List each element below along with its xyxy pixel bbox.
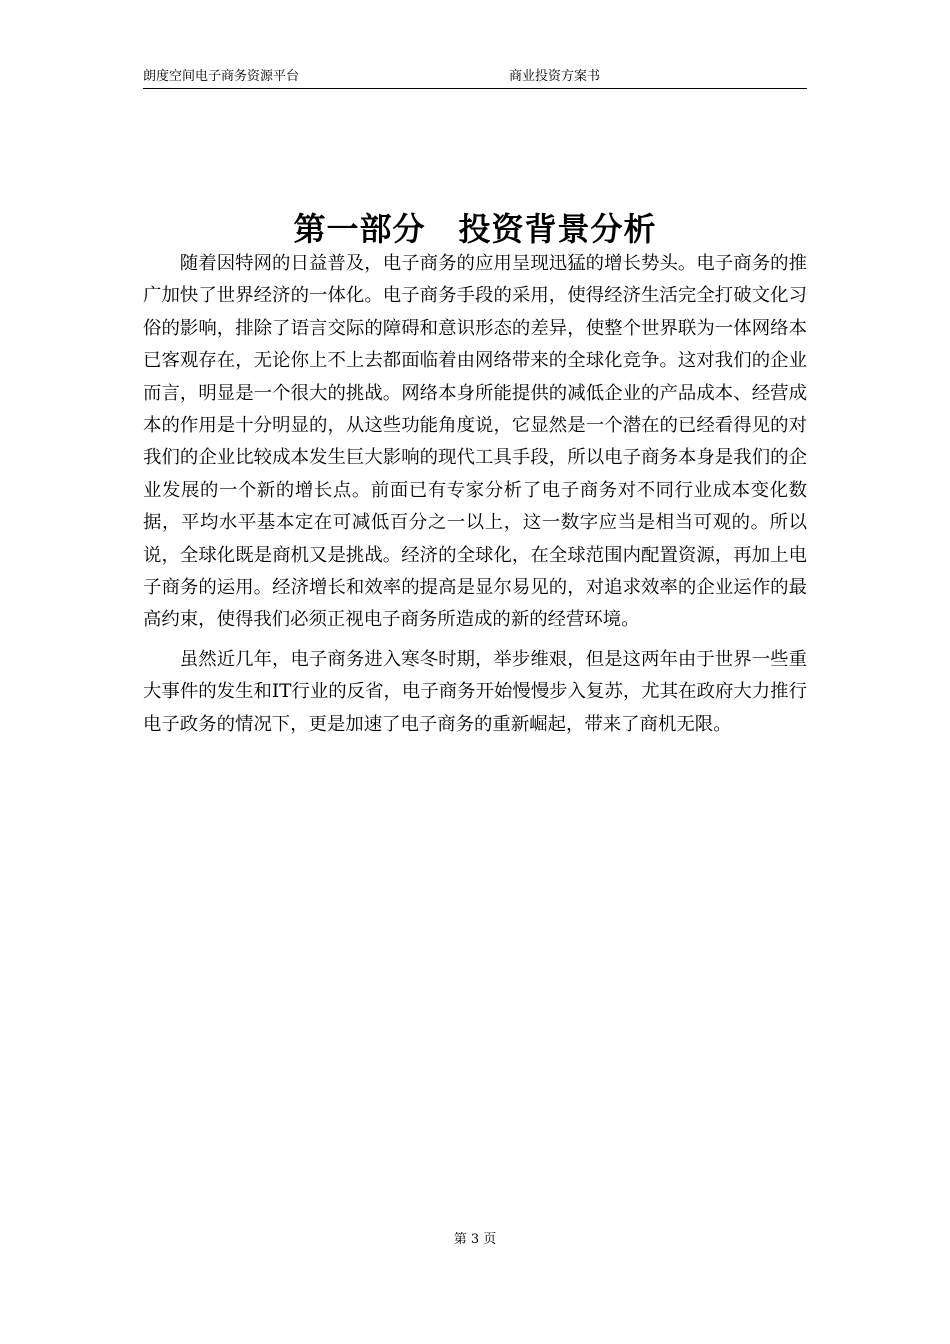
- paragraph-1: 随着因特网的日益普及，电子商务的应用呈现迅猛的增长势头。电子商务的推广加快了世界经济的一体化。电子商务手段的采用，使得经济生活完全打破文化习俗的影响，排除了语言交际的障碍和意识形态的差异，使整个世界联为一体网络本已客观存在，无论你上不上去都面临着由网络带来的全球化竞争。这对我们的企业而言，明显是一个很大的挑战。网络本身所能提供的减低企业的产品成本、经营成本的作用是十分明显的，从这些功能角度说，它显然是一个潜在的已经看得见的对我们的企业比较成本发生巨大影响的现代工具手段，所以电子商务本身是我们的企业发展的一个新的增长点。前面已有专家分析了电子商务对不同行业成本变化数据，平均水平基本定在可减低百分之一以上，这一数字应当是相当可观的。所以说，全球化既是商机又是挑战。经济的全球化，在全球范围内配置资源，再加上电子商务的运用。经济增长和效率的提高是显尔易见的，对追求效率的企业运作的最高约束，使得我们必须正视电子商务所造成的新的经营环境。: [143, 253, 807, 631]
- header-document-title: 商业投资方案书: [509, 69, 601, 84]
- section-title: 第一部分 投资背景分析: [293, 210, 657, 249]
- header-platform-name: 朗度空间电子商务资源平台: [143, 69, 300, 84]
- paragraph-2: 虽然近几年，电子商务进入寒冬时期，举步维艰，但是这两年由于世界一些重大事件的发生和IT行业的反省，电子商务开始慢慢步入复苏，尤其在政府大力推行电子政务的情况下，更是加速了电子商务的重新崛起，带来了商机无限。: [143, 648, 807, 735]
- page-header: [143, 68, 807, 89]
- page-number: 第 3 页: [453, 1232, 497, 1247]
- body-text: [143, 248, 807, 741]
